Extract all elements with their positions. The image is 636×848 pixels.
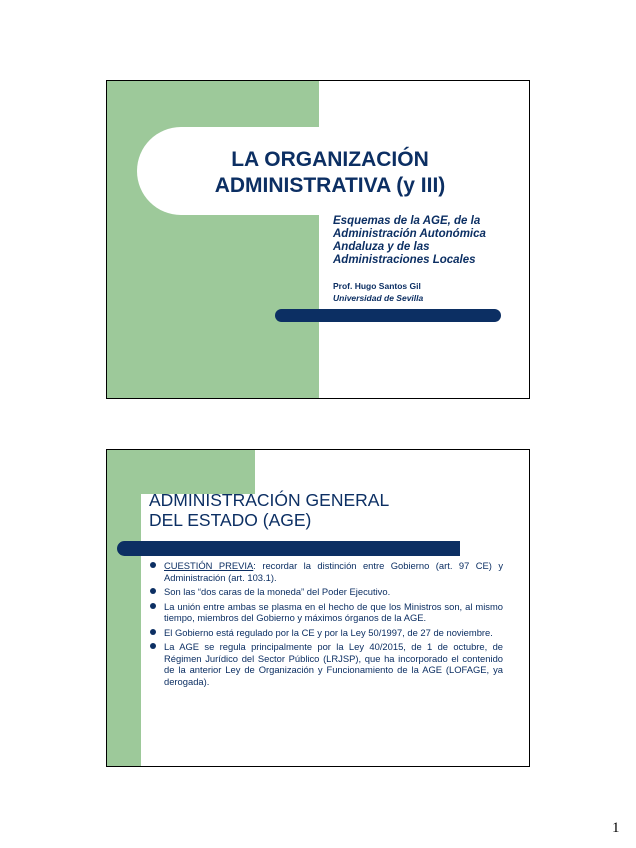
list-item-text: La AGE se regula principalmente por la Ley 40/2015, de 1 de octubre, de Régimen Jurídico del Sector Público (LRJSP), que ha incorporado el contenido de la anterior Ley de Organización y Funcionamiento de la AGE (LOFAGE, ya derogada).	[164, 641, 503, 687]
subtitle-line-2: Administración Autonómica	[333, 228, 486, 240]
list-item-text: La unión entre ambas se plasma en el hecho de que los Ministros son, al mismo tiempo, miembros del Gobierno y máximos órganos de la AGE.	[164, 600, 503, 623]
title-line-1: LA ORGANIZACIÓN	[231, 148, 429, 171]
title-line-2: ADMINISTRATIVA (y III)	[214, 174, 446, 197]
list-item	[147, 586, 503, 598]
slide-1-subtitle	[333, 215, 529, 267]
slide-2	[106, 449, 530, 767]
slide-1-title	[171, 147, 489, 199]
list-item	[147, 601, 503, 624]
bullet-icon	[150, 643, 156, 649]
green-panel-left	[107, 450, 141, 766]
bullet-icon	[150, 629, 156, 635]
bullet-icon	[150, 603, 156, 609]
slide-1	[106, 80, 530, 399]
title-line-2: DEL ESTADO (AGE)	[149, 510, 312, 530]
subtitle-line-4: Administraciones Locales	[333, 254, 476, 266]
list-item-text: El Gobierno está regulado por la CE y por la Ley 50/1997, de 27 de noviembre.	[164, 626, 493, 638]
subtitle-line-3: Andaluza y de las	[333, 241, 430, 253]
list-item-text: : recordar la distinción entre Gobierno (art. 97 CE) y Administración (art. 103.1).	[164, 560, 504, 583]
decorative-bar	[117, 541, 460, 556]
list-item	[147, 641, 503, 687]
bullet-list	[147, 560, 503, 690]
title-line-1: ADMINISTRACIÓN GENERAL	[149, 490, 390, 510]
list-item-prefix: CUESTIÓN PREVIA	[164, 560, 254, 571]
bullet-icon	[150, 562, 156, 568]
author: Prof. Hugo Santos Gil	[333, 281, 421, 291]
list-item	[147, 560, 503, 583]
list-item-text: Son las “dos caras de la moneda” del Poder Ejecutivo.	[164, 586, 391, 597]
bullet-icon	[150, 588, 156, 594]
subtitle-line-1: Esquemas de la AGE, de la	[333, 215, 481, 227]
decorative-bar	[275, 309, 501, 322]
page-number: 1	[612, 820, 620, 836]
list-item	[147, 627, 503, 639]
university: Universidad de Sevilla	[333, 293, 424, 303]
slide-2-title	[149, 490, 389, 530]
